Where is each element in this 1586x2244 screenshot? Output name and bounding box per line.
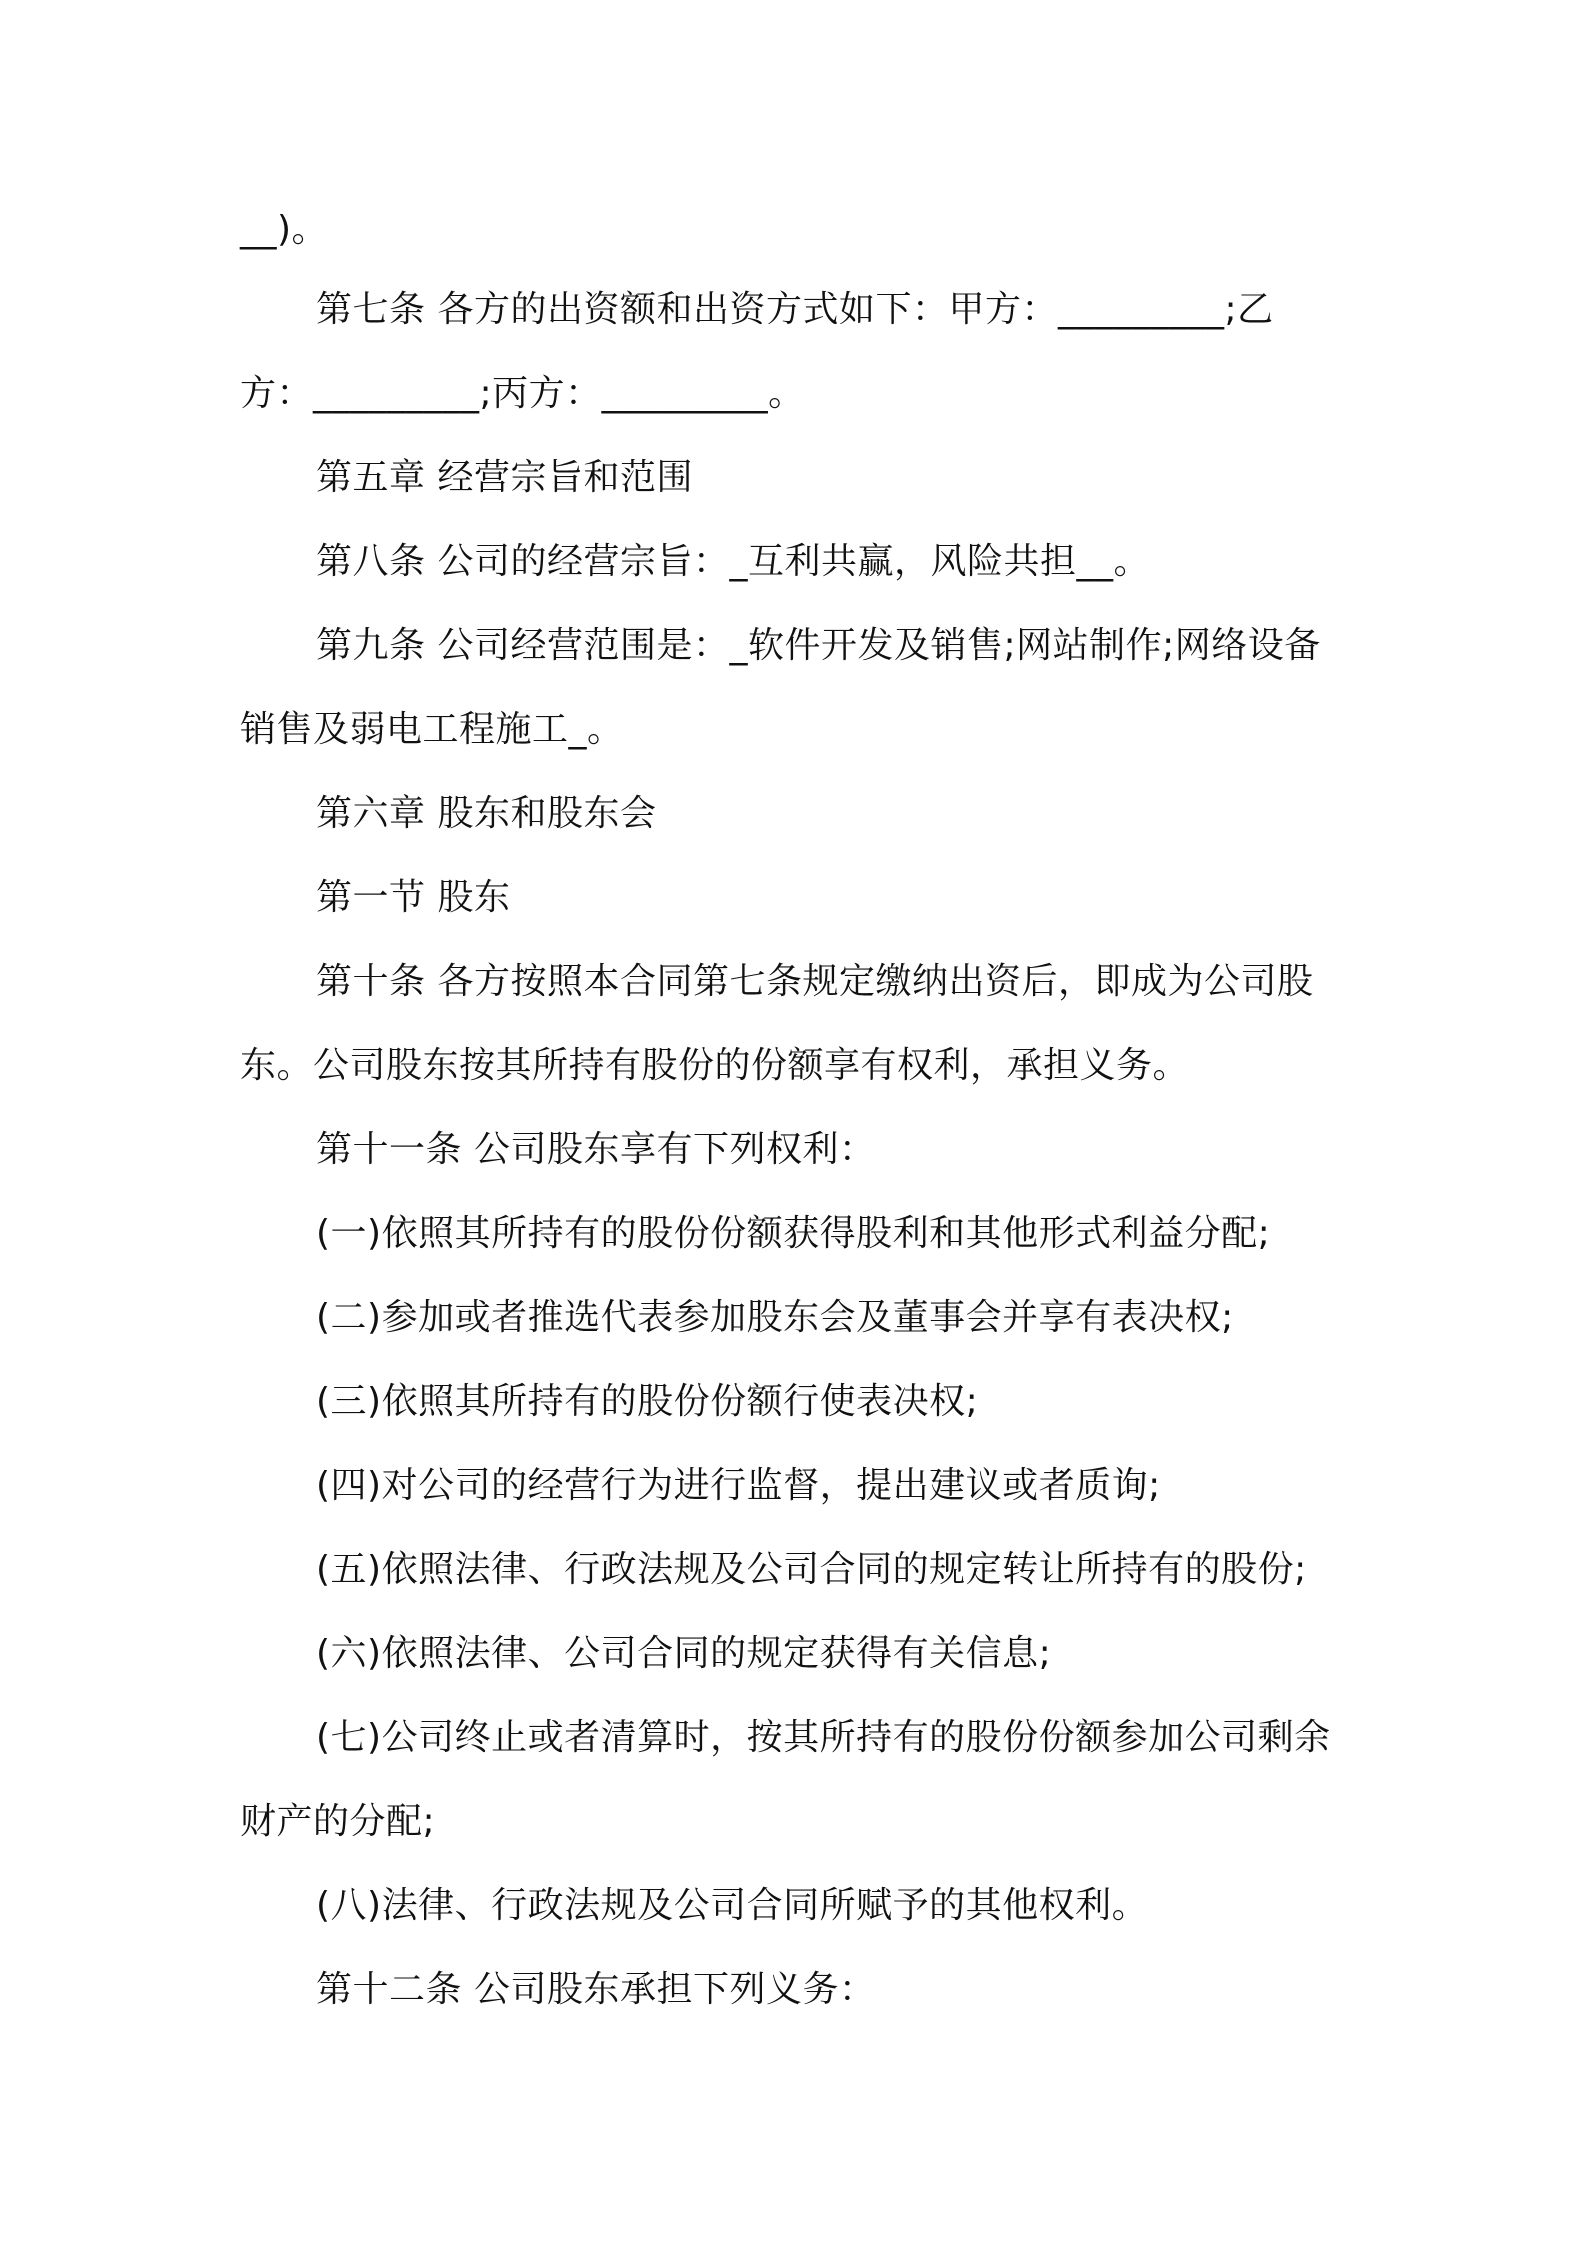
chapter-5-heading: 第五章 经营宗旨和范围: [316, 457, 693, 498]
article-7-line-1: 第七条 各方的出资额和出资方式如下：甲方：_________;乙: [316, 289, 1274, 330]
right-item-5: (五)依照法律、行政法规及公司合同的规定转让所持有的股份;: [316, 1549, 1307, 1590]
right-item-7-line-1: (七)公司终止或者清算时，按其所持有的股份份额参加公司剩余: [316, 1717, 1331, 1758]
article-9-line-1: 第九条 公司经营范围是：_软件开发及销售;网站制作;网络设备: [316, 625, 1321, 666]
text-line-1: __)。: [240, 209, 329, 250]
article-9-line-2: 销售及弱电工程施工_。: [240, 709, 624, 750]
right-item-2: (二)参加或者推选代表参加股东会及董事会并享有表决权;: [316, 1297, 1234, 1338]
article-10-line-1: 第十条 各方按照本合同第七条规定缴纳出资后，即成为公司股: [316, 961, 1314, 1002]
right-item-8: (八)法律、行政法规及公司合同所赋予的其他权利。: [316, 1885, 1149, 1926]
article-12: 第十二条 公司股东承担下列义务：: [316, 1969, 876, 2010]
article-7-line-2: 方：_________;丙方：_________。: [240, 373, 805, 414]
article-8: 第八条 公司的经营宗旨：_互利共赢，风险共担__。: [316, 541, 1150, 582]
section-1-heading: 第一节 股东: [316, 877, 511, 918]
article-11: 第十一条 公司股东享有下列权利：: [316, 1129, 876, 1170]
right-item-4: (四)对公司的经营行为进行监督，提出建议或者质询;: [316, 1465, 1161, 1506]
right-item-7-line-2: 财产的分配;: [240, 1801, 436, 1842]
article-10-line-2: 东。公司股东按其所持有股份的份额享有权利，承担义务。: [240, 1045, 1190, 1086]
right-item-6: (六)依照法律、公司合同的规定获得有关信息;: [316, 1633, 1052, 1674]
right-item-3: (三)依照其所持有的股份份额行使表决权;: [316, 1381, 979, 1422]
right-item-1: (一)依照其所持有的股份份额获得股利和其他形式利益分配;: [316, 1213, 1271, 1254]
chapter-6-heading: 第六章 股东和股东会: [316, 793, 657, 834]
